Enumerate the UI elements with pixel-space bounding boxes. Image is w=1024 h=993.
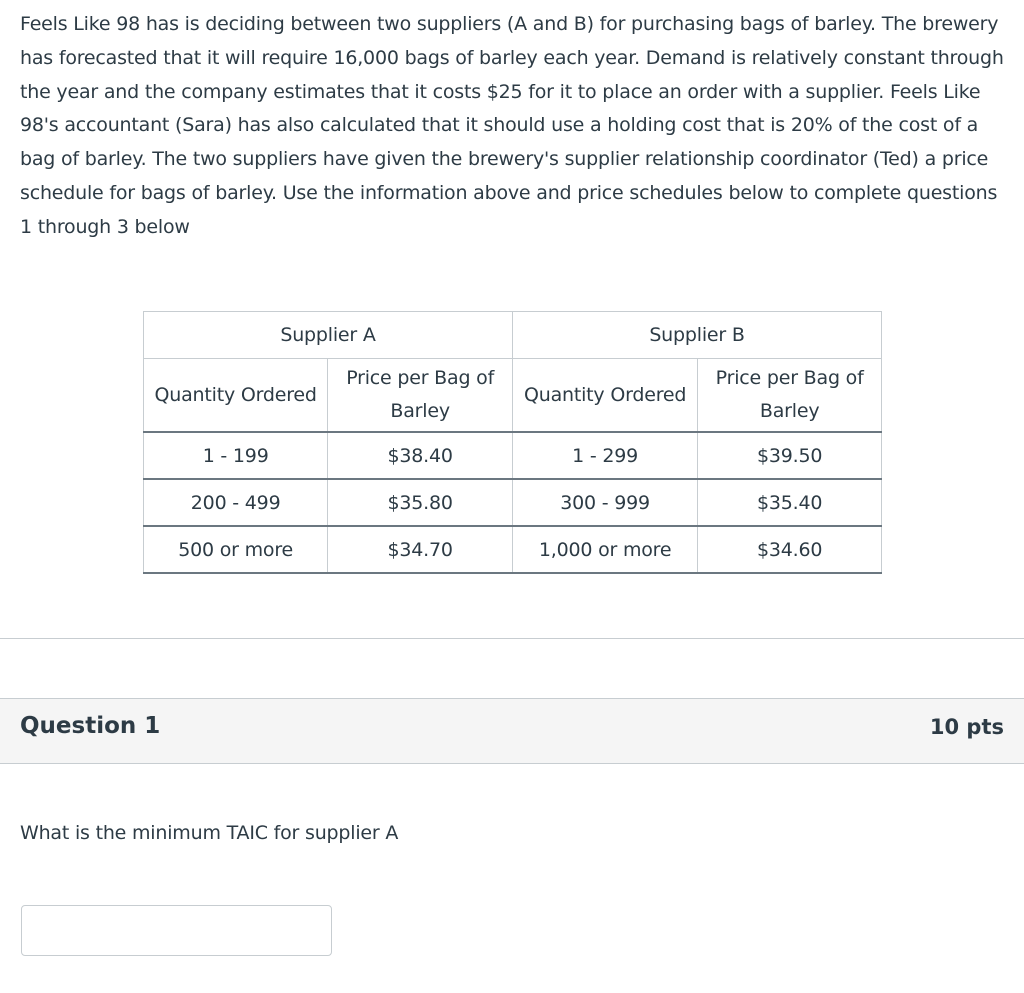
- question-title: Question 1: [20, 713, 161, 739]
- supplier-b-price-cell: $35.40: [698, 479, 882, 526]
- supplier-a-price-cell: $34.70: [328, 526, 513, 573]
- question-points: 10 pts: [929, 715, 1004, 739]
- supplier-b-quantity-cell: 1,000 or more: [512, 526, 697, 573]
- supplier-a-quantity-cell: 1 - 199: [144, 432, 328, 479]
- table-row: [144, 526, 882, 573]
- supplier-a-quantity-header: Quantity Ordered: [144, 359, 328, 433]
- supplier-a-quantity-cell: 500 or more: [144, 526, 328, 573]
- supplier-a-price-cell: $35.80: [328, 479, 513, 526]
- supplier-header-row: [144, 312, 882, 359]
- supplier-b-price-cell: $39.50: [698, 432, 882, 479]
- answer-input[interactable]: [21, 905, 332, 956]
- supplier-b-price-header: Price per Bag of Barley: [698, 359, 882, 433]
- table-row: [144, 479, 882, 526]
- question-text: What is the minimum TAIC for supplier A: [20, 822, 399, 844]
- column-header-row: [144, 359, 882, 433]
- supplier-b-price-cell: $34.60: [698, 526, 882, 573]
- supplier-a-price-cell: $38.40: [328, 432, 513, 479]
- section-divider: [0, 638, 1024, 639]
- table-row: [144, 432, 882, 479]
- supplier-b-quantity-cell: 1 - 299: [512, 432, 697, 479]
- supplier-b-quantity-cell: 300 - 999: [512, 479, 697, 526]
- supplier-a-quantity-cell: 200 - 499: [144, 479, 328, 526]
- supplier-b-header: Supplier B: [512, 312, 881, 359]
- price-schedule-table: [143, 311, 882, 574]
- supplier-a-header: Supplier A: [144, 312, 513, 359]
- supplier-b-quantity-header: Quantity Ordered: [512, 359, 697, 433]
- question-header: [0, 698, 1024, 764]
- intro-paragraph: Feels Like 98 has is deciding between two suppliers (A and B) for purchasing bags of barley. The brewery has forecasted that it will require 16,000 bags of barley each year. Demand is relatively constant through the year and the company estimates that it costs $25 for it to place an order with a supplier. Feels Like 98's accountant (Sara) has also calculated that it should use a holding cost that is 20% of the cost of a bag of barley. The two suppliers have given the brewery's supplier relationship coordinator (Ted) a price schedule for bags of barley. Use the information above and price schedules below to complete questions 1 through 3 below: [20, 13, 1004, 238]
- supplier-a-price-header: Price per Bag of Barley: [328, 359, 513, 433]
